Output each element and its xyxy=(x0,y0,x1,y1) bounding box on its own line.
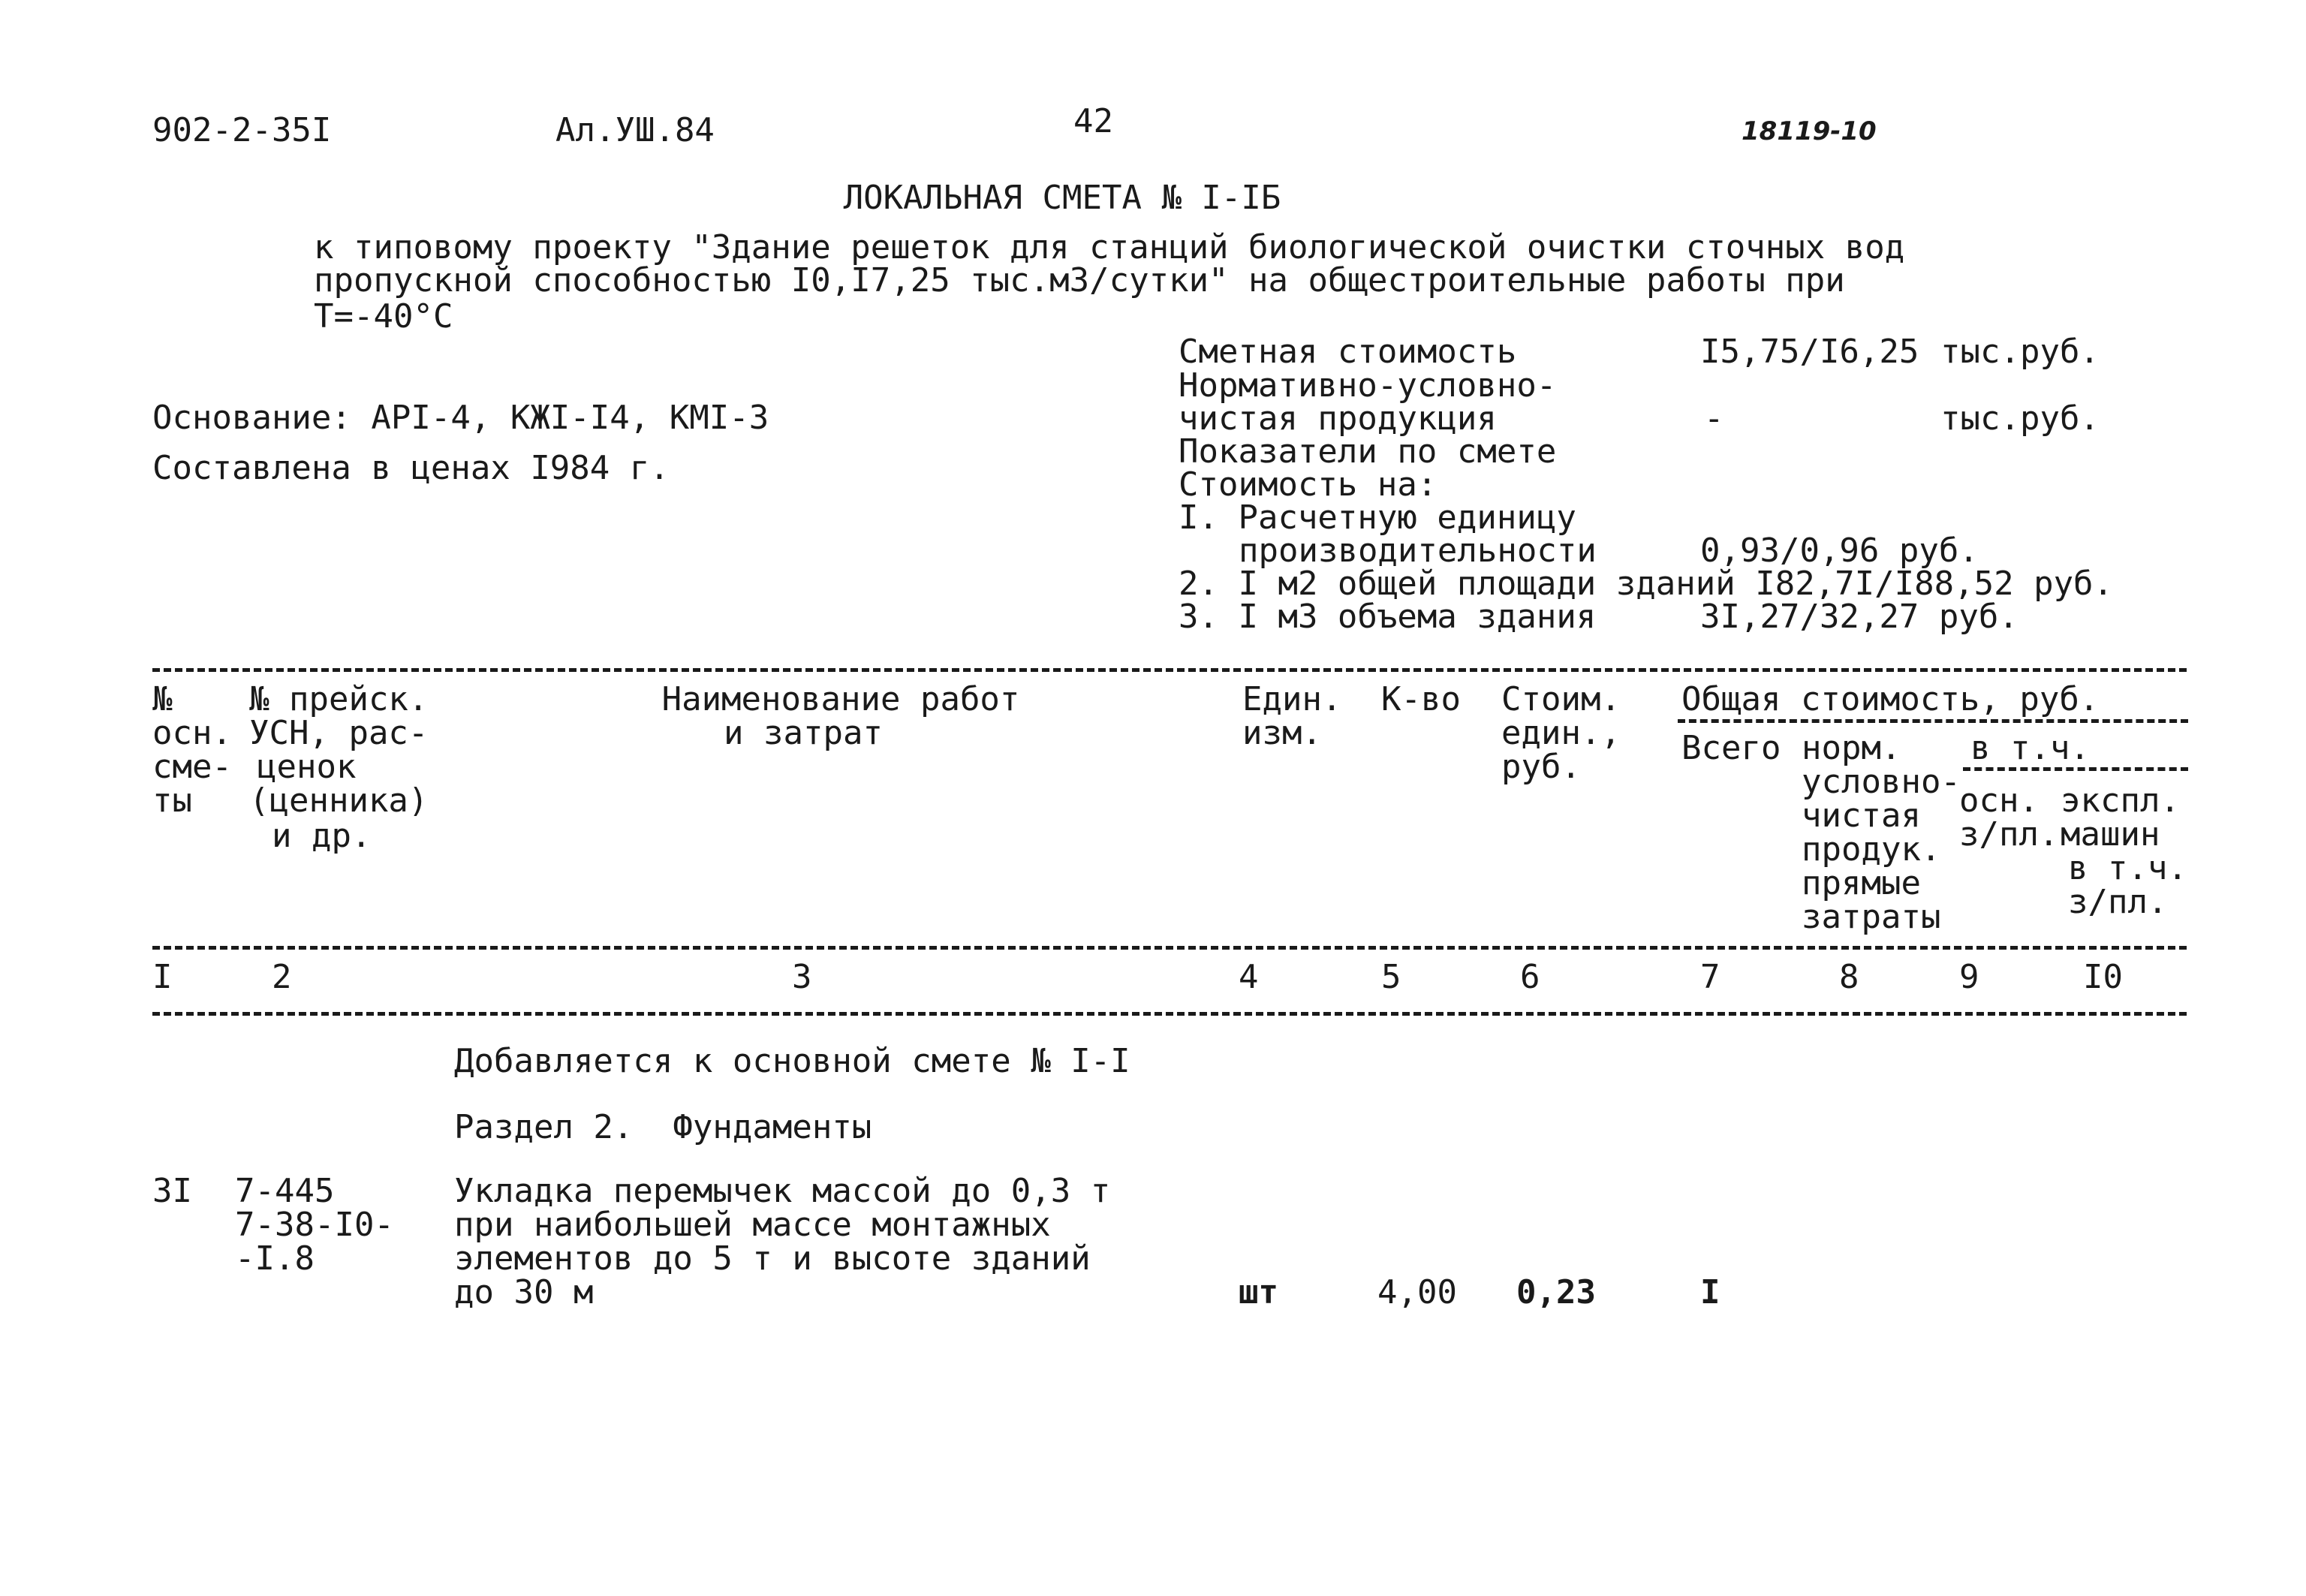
col8-header-line-5: прямые xyxy=(1802,864,1921,902)
total-all-header: Всего xyxy=(1681,729,1781,767)
col10-header-line-3: в т.ч. xyxy=(2068,849,2187,887)
col4-header-line-1: Един. xyxy=(1242,680,1342,718)
total-cost-underline xyxy=(1678,719,2188,723)
incl-underline xyxy=(1963,767,2188,771)
title-line-2: пропускной способностью I0,I7,25 тыс.м3/сутки" на общестроительные работы при xyxy=(314,261,1845,300)
row-name-line-4: до 30 м xyxy=(454,1273,594,1311)
row-name-line-3: элементов до 5 т и высоте зданий xyxy=(454,1239,1091,1278)
estimated-cost-value: I5,75/I6,25 xyxy=(1700,333,1919,371)
added-to-main-estimate-note: Добавляется к основной смете № I-I xyxy=(454,1042,1130,1080)
column-number-1: I xyxy=(152,958,173,996)
row-code-line-2: 7-38-I0- xyxy=(235,1206,394,1244)
title-line-3: Т=-40°С xyxy=(314,297,453,336)
row-name-line-2: при наибольшей массе монтажных xyxy=(454,1206,1051,1244)
column-number-10: I0 xyxy=(2083,958,2123,996)
album-code: Ал.УШ.84 xyxy=(555,111,715,149)
price-year-line: Составлена в ценах I984 г. xyxy=(152,449,670,487)
col8-header-line-3: чистая xyxy=(1802,796,1921,835)
area-cost-item: 2. I м2 общей площади зданий I82,7I/I88,52 руб. xyxy=(1179,565,2114,603)
col1-header-line-1: № xyxy=(152,680,173,718)
row-unit: шт xyxy=(1239,1273,1278,1311)
volume-cost-item-label: 3. I м3 объема здания xyxy=(1179,598,1597,636)
col6-header-line-3: руб. xyxy=(1501,748,1581,786)
row-total: I xyxy=(1700,1273,1720,1311)
col2-header-line-2: УСН, рас- xyxy=(249,714,429,752)
col1-header-line-2: осн. xyxy=(152,714,232,752)
unit-cost-item-value: 0,93/0,96 руб. xyxy=(1700,531,1979,570)
col4-header-line-2: изм. xyxy=(1242,714,1322,752)
header-divider xyxy=(152,946,2187,950)
col8-header-line-6: затраты xyxy=(1802,898,1941,936)
title-line-1: к типовому проекту "Здание решеток для станций биологической очистки сточных вод xyxy=(314,228,1905,267)
col2-header-line-1: № прейск. xyxy=(249,680,429,718)
column-number-2: 2 xyxy=(272,958,292,996)
col9-header-line-1: осн. xyxy=(1959,781,2039,820)
net-production-label-1: Нормативно-условно- xyxy=(1179,366,1557,405)
column-number-9: 9 xyxy=(1959,958,1979,996)
net-production-value: - xyxy=(1704,399,1724,438)
col10-header-line-4: з/пл. xyxy=(2068,883,2168,921)
cost-per-label: Стоимость на: xyxy=(1179,465,1437,504)
row-unit-price: 0,23 xyxy=(1516,1273,1596,1311)
col5-header: К-во xyxy=(1381,680,1461,718)
col2-header-line-3: ценок xyxy=(257,748,357,786)
column-number-3: 3 xyxy=(792,958,812,996)
estimated-cost-label: Сметная стоимость xyxy=(1179,333,1517,371)
document-title: ЛОКАЛЬНАЯ СМЕТА № I-IБ xyxy=(843,179,1281,217)
col6-header-line-1: Стоим. xyxy=(1501,680,1621,718)
column-number-5: 5 xyxy=(1381,958,1401,996)
col10-header-line-1: экспл. xyxy=(2061,781,2180,820)
indicators-label: Показатели по смете xyxy=(1179,432,1557,471)
row-name-line-1: Укладка перемычек массой до 0,3 т xyxy=(454,1172,1111,1210)
table-top-divider xyxy=(152,668,2187,672)
col2-header-line-5: и др. xyxy=(272,817,372,855)
handwritten-number: 18119-10 xyxy=(1742,116,1877,146)
col1-header-line-3: сме- xyxy=(152,748,232,786)
page-number: 42 xyxy=(1073,102,1113,140)
total-cost-header: Общая стоимость, руб. xyxy=(1681,680,2100,718)
col3-header-line-2: и затрат xyxy=(724,714,883,752)
volume-cost-item-value: 3I,27/32,27 руб. xyxy=(1700,598,2019,636)
col3-header-line-1: Наименование работ xyxy=(661,680,1020,718)
col8-header-line-2: условно- xyxy=(1802,763,1961,801)
col9-header-line-2: з/пл. xyxy=(1959,815,2059,854)
column-number-7: 7 xyxy=(1700,958,1720,996)
col2-header-line-4: (ценника) xyxy=(249,781,429,820)
col10-header-line-2: машин xyxy=(2061,815,2160,854)
row-number: 3I xyxy=(152,1172,192,1210)
column-number-4: 4 xyxy=(1239,958,1259,996)
section-title: Раздел 2. Фундаменты xyxy=(454,1108,872,1146)
including-header: в т.ч. xyxy=(1970,729,2090,767)
row-code-line-1: 7-445 xyxy=(235,1172,335,1210)
column-number-6: 6 xyxy=(1520,958,1540,996)
unit-cost-item-label: I. Расчетную единицу xyxy=(1179,498,1576,537)
col8-header-line-4: продук. xyxy=(1802,830,1941,869)
col1-header-line-4: ты xyxy=(152,781,192,820)
row-quantity: 4,00 xyxy=(1377,1273,1457,1311)
basis-line: Основание: АРI-4, КЖI-I4, КМI-3 xyxy=(152,399,769,437)
column-numbers-divider xyxy=(152,1012,2187,1016)
col8-header-line-1: норм. xyxy=(1802,729,1901,767)
net-production-label-2: чистая продукция xyxy=(1179,399,1497,438)
row-code-line-3: -I.8 xyxy=(235,1239,315,1278)
project-code: 902-2-35I xyxy=(152,111,332,149)
net-production-unit: тыс.руб. xyxy=(1940,399,2100,438)
col6-header-line-2: един., xyxy=(1501,714,1621,752)
column-number-8: 8 xyxy=(1839,958,1859,996)
unit-cost-item-label-2: производительности xyxy=(1239,531,1597,570)
estimated-cost-unit: тыс.руб. xyxy=(1940,333,2100,371)
